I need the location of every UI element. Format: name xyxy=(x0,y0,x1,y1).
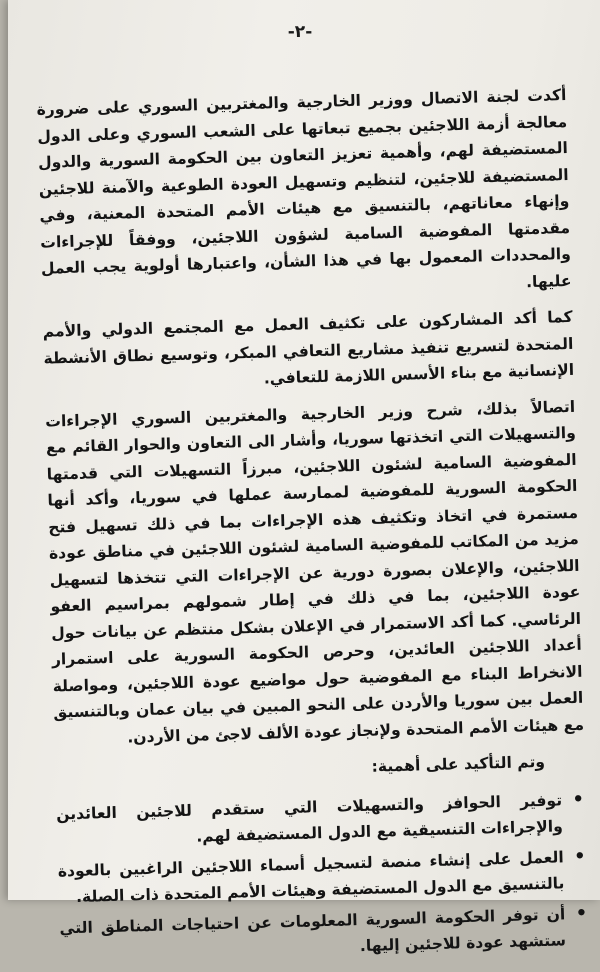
paragraph-minister-explanation: اتصالاً بذلك، شرح وزير الخارجية والمغتربين السوري الإجراءات والتسهيلات التي اتخذتها سوريا، وأشار الى التعاون والحوار القائم مع المفوضية السامية لشئون اللاجئين، مبرزاً التسهيلات التي قدمتها الحكومة السورية للمفوضية لممارسة عملها في سوريا، وأكد أنها مستمرة في اتخاذ وتكثيف هذه الإجراءات بما في ذلك تسهيل فتح مزيد من المكاتب للمفوضية السامية لشئون اللاجئين في مناطق عودة اللاجئين، والإعلان بصورة دورية عن الإجراءات التي تتخذها لتسهيل عودة اللاجئين، بما في ذلك في إطار شمولهم بمراسيم العفو الرئاسي. كما أكد الاستمرار في الإعلان بشكل منتظم عن بيانات حول أعداد اللاجئين العائدين، وحرص الحكومة السورية على استمرار الانخراط البناء مع المفوضية حول مواضيع عودة اللاجئين، ومواصلة العمل بين سوريا والأردن على النحو المبين في بيان عمان وبالتنسيق مع هيئات الأمم المتحدة ولإنجاز عودة الألف لاجئ من الأردن. xyxy=(45,397,585,747)
bullet-icon: • xyxy=(575,902,588,924)
emphasis-list xyxy=(56,786,590,968)
list-item xyxy=(59,901,588,968)
list-item xyxy=(57,844,586,911)
paragraph-early-recovery: كما أكد المشاركون على تكثيف العمل مع المجتمع الدولي والأمم المتحدة لتسريع تنفيذ مشاريع التعافي المبكر، وتوسيع نطاق الأنشطة الإنسانية مع بناء الأسس اللازمة للتعافي. xyxy=(42,307,575,388)
bullet-icon: • xyxy=(572,788,585,810)
page-number: -٢- xyxy=(287,22,313,42)
emphasis-intro: وتم التأكيد على أهمية: xyxy=(371,752,546,776)
list-item-text: العمل على إنشاء منصة لتسجيل أسماء اللاجئين الراغبين بالعودة بالتنسيق مع الدول المستضيفة وهيئات الأمم المتحدة ذات الصلة. xyxy=(57,847,565,906)
paragraph-refugee-crisis: أكدت لجنة الاتصال ووزير الخارجية والمغتربين السوري على ضرورة معالجة أزمة اللاجئين بجميع تبعاتها على الشعب السوري وعلى الدول المستضيفة لهم، وأهمية تعزيز التعاون بين الحكومة السورية والدول المستضيفة للاجئين، لتنظيم وتسهيل العودة الطوعية والآمنة للاجئين وإنهاء معاناتهم، بالتنسيق مع هيئات الأمم المتحدة المعنية، وفي مقدمتها المفوضية السامية لشؤون اللاجئين، ووفقاً للإجراءات والمحددات المعمول بها في هذا الشأن، واعتبارها أولوية يجب العمل عليها. xyxy=(36,85,572,291)
bullet-icon: • xyxy=(573,845,586,867)
document-body xyxy=(36,82,590,972)
list-item xyxy=(55,787,585,854)
list-item-text: أن توفر الحكومة السورية المعلومات عن احتياجات المناطق التي ستشهد عودة للاجئين إليها. xyxy=(59,904,567,956)
list-item-text: توفير الحوافز والتسهيلات التي ستقدم للاجئين العائدين والإجراءات التنسيقية مع الدول المستضيفة لهم. xyxy=(55,790,564,846)
